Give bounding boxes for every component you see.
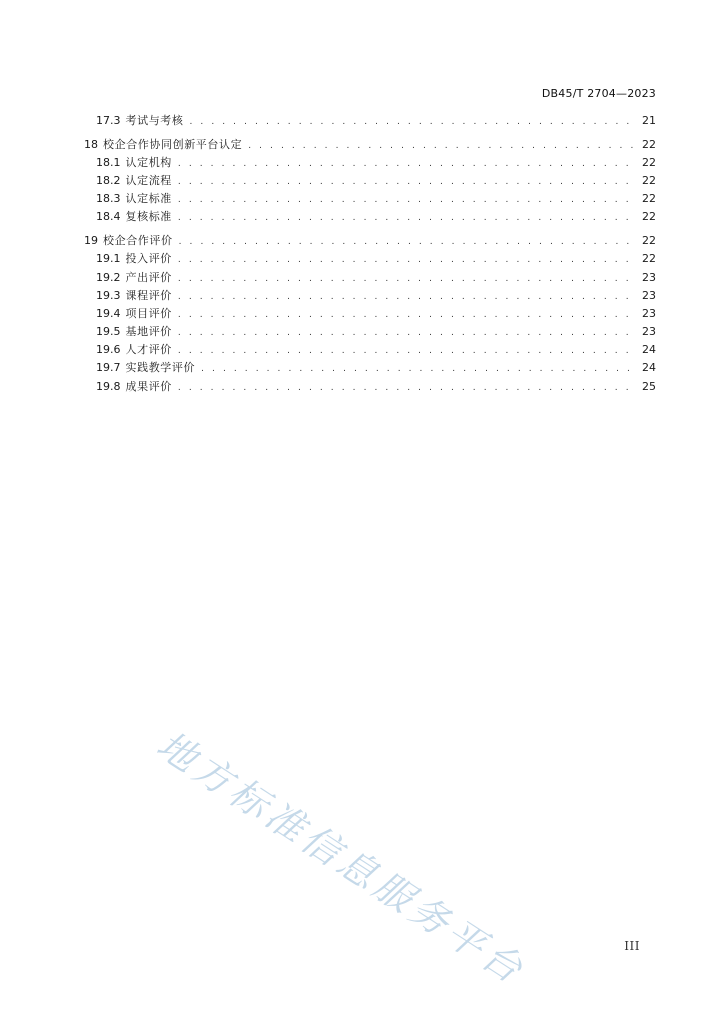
toc-entry-number: 19.7 — [96, 361, 121, 375]
table-of-contents — [84, 112, 656, 396]
toc-entry-number: 19.5 — [96, 325, 121, 339]
toc-entry-page: 22 — [642, 210, 656, 224]
toc-entry-title: 基地评价 — [125, 325, 172, 339]
toc-entry-page: 22 — [642, 137, 656, 151]
page-number: III — [624, 939, 640, 953]
toc-entry[interactable] — [84, 305, 656, 323]
toc-entry-number: 18.3 — [96, 192, 121, 206]
toc-entry-title: 产出评价 — [125, 270, 172, 284]
toc-entry-number: 18.1 — [96, 155, 121, 169]
toc-entry-page: 21 — [642, 114, 656, 127]
toc-entry-title: 认定标准 — [125, 192, 172, 206]
toc-entry[interactable] — [84, 136, 656, 154]
toc-entry-title: 项目评价 — [125, 306, 172, 320]
toc-entry-title: 投入评价 — [125, 252, 172, 266]
toc-entry-number: 19.4 — [96, 306, 121, 320]
toc-dot-leader — [178, 379, 634, 397]
toc-dot-leader — [248, 137, 634, 155]
toc-entry[interactable] — [84, 287, 656, 305]
toc-entry-page: 25 — [642, 379, 656, 393]
toc-entry-title: 实践教学评价 — [125, 361, 196, 375]
toc-entry-title: 校企合作评价 — [103, 234, 173, 248]
toc-entry-number: 19.6 — [96, 343, 121, 357]
watermark-text: 地方标准信息服务平台 — [149, 722, 534, 994]
toc-entry-page: 24 — [642, 361, 656, 375]
toc-entry-number: 19.3 — [96, 288, 121, 302]
toc-entry-title: 校企合作协同创新平台认定 — [103, 137, 243, 151]
toc-entry-page: 22 — [642, 155, 656, 169]
toc-dot-leader — [178, 270, 634, 288]
toc-dot-leader — [190, 113, 635, 131]
toc-entry[interactable] — [84, 341, 656, 359]
toc-entry[interactable] — [84, 208, 656, 226]
toc-entry[interactable] — [84, 359, 656, 377]
toc-dot-leader — [178, 191, 634, 209]
toc-entry-title: 认定流程 — [125, 174, 172, 188]
toc-entry[interactable] — [84, 154, 656, 172]
toc-dot-leader — [178, 342, 634, 360]
toc-entry[interactable] — [84, 112, 656, 130]
toc-entry-number: 17.3 — [96, 114, 121, 127]
toc-entry-number: 18.4 — [96, 210, 121, 224]
document-code: DB45/T 2704—2023 — [541, 87, 656, 100]
toc-entry-page: 22 — [642, 192, 656, 206]
toc-entry-number: 19.1 — [96, 252, 121, 266]
toc-entry[interactable] — [84, 190, 656, 208]
toc-entry[interactable] — [84, 250, 656, 268]
toc-entry-number: 19.8 — [96, 379, 121, 393]
toc-entry[interactable] — [84, 232, 656, 250]
toc-dot-leader — [178, 173, 634, 191]
toc-entry-title: 考试与考核 — [125, 114, 184, 127]
toc-entry-number: 18.2 — [96, 174, 121, 188]
toc-entry-number: 18 — [84, 137, 98, 151]
toc-dot-leader — [178, 251, 634, 269]
toc-entry-page: 23 — [642, 288, 656, 302]
toc-entry-number: 19.2 — [96, 270, 121, 284]
toc-dot-leader — [178, 288, 634, 306]
toc-dot-leader — [179, 233, 634, 251]
toc-entry-title: 成果评价 — [125, 379, 172, 393]
toc-entry-number: 19 — [84, 234, 98, 248]
toc-entry-page: 22 — [642, 234, 656, 248]
toc-dot-leader — [178, 155, 634, 173]
toc-entry-title: 复核标准 — [125, 210, 172, 224]
toc-entry[interactable] — [84, 172, 656, 190]
toc-entry-page: 22 — [642, 252, 656, 266]
toc-entry-page: 24 — [642, 343, 656, 357]
toc-entry-page: 22 — [642, 174, 656, 188]
toc-entry-title: 人才评价 — [125, 343, 172, 357]
toc-entry[interactable] — [84, 323, 656, 341]
toc-dot-leader — [178, 324, 634, 342]
toc-entry-page: 23 — [642, 325, 656, 339]
toc-entry-page: 23 — [642, 306, 656, 320]
toc-entry[interactable] — [84, 378, 656, 396]
toc-entry-title: 课程评价 — [125, 288, 172, 302]
toc-entry-title: 认定机构 — [125, 155, 172, 169]
toc-entry-page: 23 — [642, 270, 656, 284]
toc-dot-leader — [201, 360, 634, 378]
toc-dot-leader — [178, 209, 634, 227]
toc-entry[interactable] — [84, 269, 656, 287]
toc-dot-leader — [178, 306, 634, 324]
